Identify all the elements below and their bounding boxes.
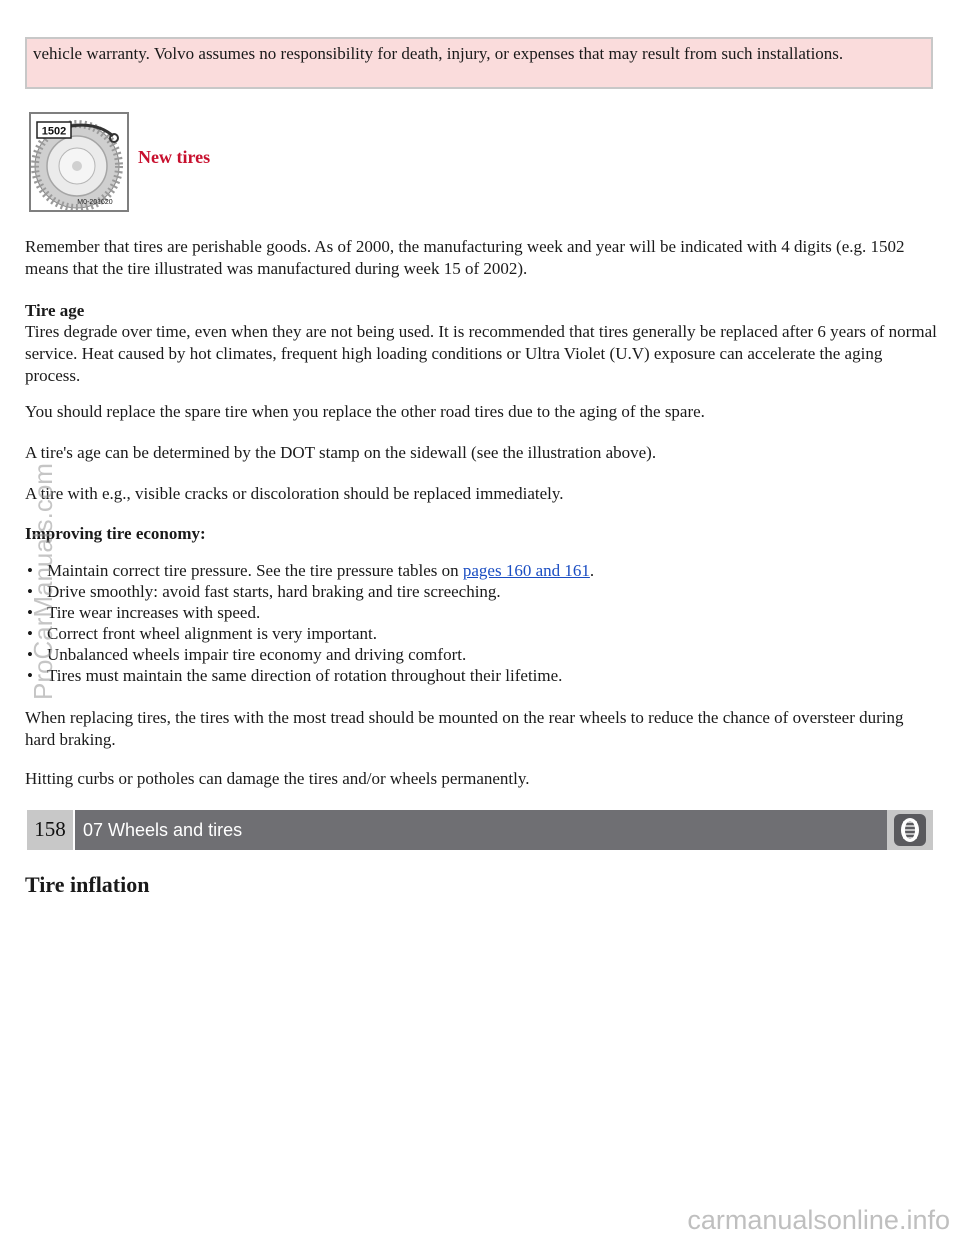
watermark-carmanualsonline: carmanualsonline.info — [687, 1205, 950, 1235]
tire-age-heading: Tire age — [25, 301, 85, 320]
economy-list — [25, 560, 594, 686]
curbs-paragraph: Hitting curbs or potholes can damage the tires and/or wheels permanently. — [25, 769, 530, 788]
section-title-new-tires: New tires — [138, 147, 211, 167]
new-tires-paragraph: Remember that tires are perishable goods. As of 2000, the manufacturing week and year will be indicated with 4 digits (e.g. 1502 means that the tire illustrated was manufactured during week 15 of 2002). — [25, 237, 905, 278]
wheel-chapter-icon — [887, 810, 933, 850]
dot-code-label: 1502 — [41, 125, 67, 138]
tire-dot-illustration — [29, 112, 129, 212]
watermark-procarmanuals: ProCarManuals.com — [28, 463, 58, 700]
cracks-paragraph: A tire with e.g., visible cracks or discoloration should be replaced immediately. — [25, 484, 564, 503]
replacing-tires-paragraph: When replacing tires, the tires with the most tread should be mounted on the rear wheels to reduce the chance of oversteer during hard braking. — [25, 708, 904, 749]
pressure-tables-link[interactable]: pages 160 and 161 — [462, 561, 590, 580]
spare-tire-paragraph: You should replace the spare tire when you replace the other road tires due to the aging of the spare. — [25, 402, 705, 421]
list-item: • Unbalanced wheels impair tire economy and driving comfort. — [25, 644, 594, 665]
figure-ref-label: M0-201620 — [77, 199, 113, 206]
warning-text: vehicle warranty. Volvo assumes no responsibility for death, injury, or expenses that may result from such installations. — [33, 44, 844, 63]
list-item: • Maintain correct tire pressure. See the tire pressure tables on pages 160 and 161. — [25, 560, 594, 581]
dot-stamp-paragraph: A tire's age can be determined by the DOT stamp on the sidewall (see the illustration above). — [25, 443, 657, 462]
tire-icon — [31, 114, 127, 210]
tire-age-paragraph: Tires degrade over time, even when they are not being used. It is recommended that tires generally be replaced after 6 years of normal service. Heat caused by hot climates, frequent high loading conditions or Ultra Violet (U.V) exposure can accelerate the aging process. — [25, 322, 937, 385]
list-item: • Correct front wheel alignment is very important. — [25, 623, 594, 644]
page-number: 158 — [27, 810, 73, 850]
chapter-title: 07 Wheels and tires — [75, 810, 887, 850]
list-item: • Tire wear increases with speed. — [25, 602, 594, 623]
warning-box — [25, 37, 933, 89]
chapter-bar — [27, 810, 933, 850]
tire-inflation-heading: Tire inflation — [25, 872, 150, 897]
economy-heading: Improving tire economy: — [25, 524, 206, 543]
list-item: • Tires must maintain the same direction of rotation throughout their lifetime. — [25, 665, 594, 686]
list-item: • Drive smoothly: avoid fast starts, hard braking and tire screeching. — [25, 581, 594, 602]
